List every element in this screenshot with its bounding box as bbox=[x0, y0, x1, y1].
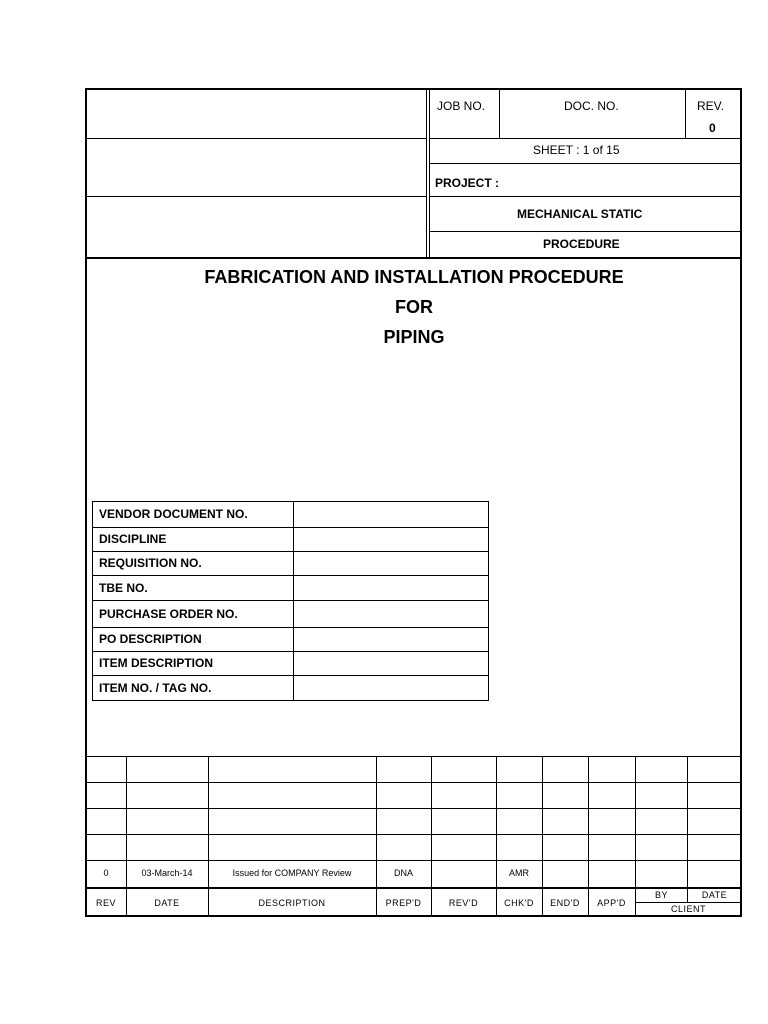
rev-entry-prepd: DNA bbox=[393, 868, 413, 878]
rev-header-rev: REV bbox=[95, 898, 116, 908]
rev-header-chkd: CHK'D bbox=[504, 898, 534, 908]
vendor-row-label: VENDOR DOCUMENT NO. bbox=[99, 507, 248, 521]
vendor-row-label: ITEM NO. / TAG NO. bbox=[99, 681, 212, 695]
rev-header-by: BY bbox=[654, 890, 668, 900]
title-line-2: FOR bbox=[395, 297, 433, 317]
title-line-3: PIPING bbox=[383, 327, 445, 347]
vendor-row-label: DISCIPLINE bbox=[99, 532, 167, 546]
rev-entry-date: 03-March-14 bbox=[141, 868, 193, 878]
vendor-row-label: TBE NO. bbox=[99, 581, 148, 595]
vendor-row-label: PURCHASE ORDER NO. bbox=[99, 607, 238, 621]
rev-header-prepd: PREP'D bbox=[385, 898, 422, 908]
rev-header-date: DATE bbox=[154, 898, 180, 908]
discipline-title: MECHANICAL STATIC bbox=[517, 207, 643, 221]
rev-header-revd: REV'D bbox=[448, 898, 479, 908]
doc-no-label: DOC. NO. bbox=[564, 99, 619, 113]
title-line-1: FABRICATION AND INSTALLATION PROCEDURE bbox=[204, 267, 624, 287]
document-type: PROCEDURE bbox=[543, 237, 620, 251]
rev-value: 0 bbox=[709, 121, 716, 135]
rev-header-endd: END'D bbox=[550, 898, 580, 908]
sheet-number: SHEET : 1 of 15 bbox=[533, 143, 620, 157]
rev-header-appd: APP'D bbox=[597, 898, 626, 908]
rev-entry-rev: 0 bbox=[103, 868, 109, 878]
rev-label: REV. bbox=[697, 99, 724, 113]
vendor-row-label: ITEM DESCRIPTION bbox=[99, 656, 214, 670]
project-label: PROJECT : bbox=[435, 176, 500, 190]
vendor-row-label: REQUISITION NO. bbox=[99, 556, 202, 570]
vendor-row-label: PO DESCRIPTION bbox=[99, 632, 202, 646]
rev-header-client: CLIENT bbox=[670, 904, 706, 914]
job-no-label: JOB NO. bbox=[437, 99, 486, 113]
rev-header-description: DESCRIPTION bbox=[258, 898, 326, 908]
rev-entry-chkd: AMR bbox=[509, 868, 529, 878]
rev-header-client-date: DATE bbox=[701, 890, 728, 900]
rev-entry-description: Issued for COMPANY Review bbox=[232, 868, 352, 878]
